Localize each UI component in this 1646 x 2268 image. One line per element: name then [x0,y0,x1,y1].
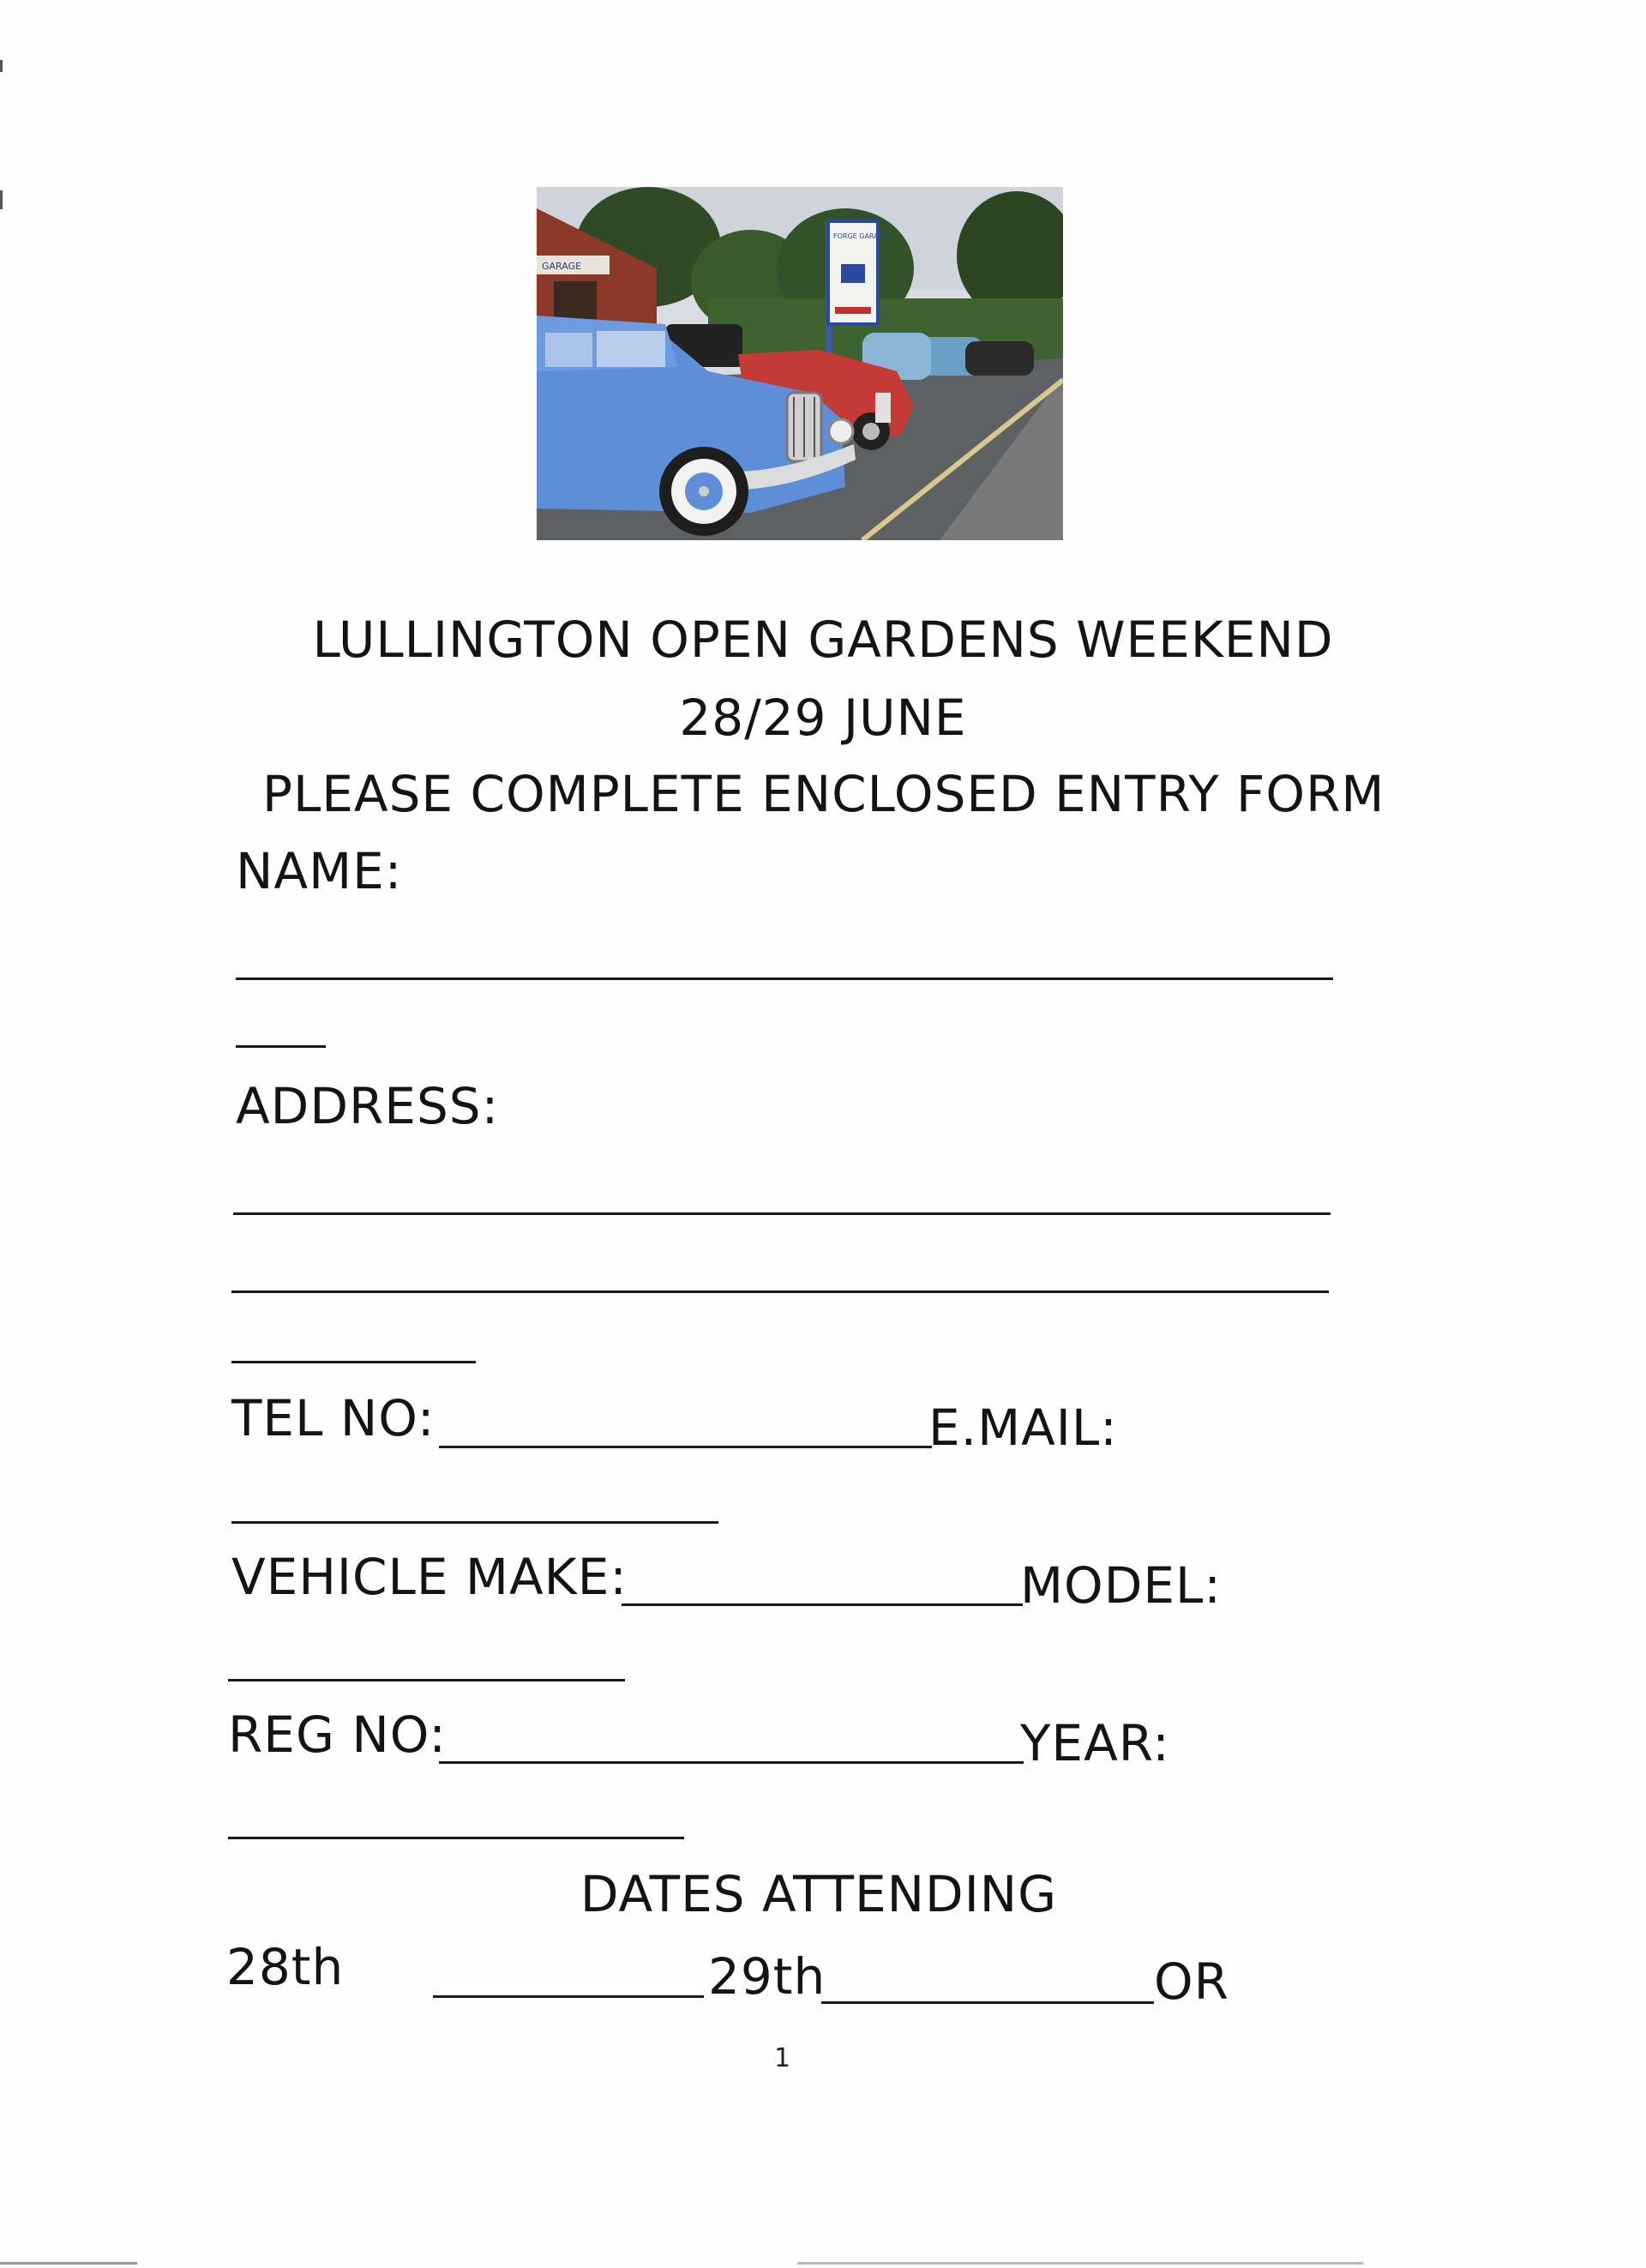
event-dates: 28/29 JUNE [679,689,967,747]
event-title: LULLINGTON OPEN GARDENS WEEKEND [312,611,1334,669]
vintage-cars-photo [537,187,1063,540]
building-sign-text: GARAGE [542,261,582,272]
form-instruction: PLEASE COMPLETE ENCLOSED ENTRY FORM [262,765,1385,823]
address-field-line-2[interactable] [231,1290,1329,1293]
dates-attending-heading: DATES ATTENDING [580,1865,1058,1923]
tel-field-line[interactable] [439,1446,932,1448]
reg-no-label: REG NO: [228,1706,447,1764]
scan-artifact [0,2262,137,2265]
date-29-field-line[interactable] [821,2001,1154,2004]
scan-artifact [0,60,3,72]
date-28-field-line[interactable] [433,1995,704,1998]
year-field-line[interactable] [228,1837,684,1839]
vehicle-make-label: VEHICLE MAKE: [231,1548,628,1606]
name-field-line-continued[interactable] [236,1045,326,1048]
scan-artifact [0,190,3,209]
date-29-label: 29th [708,1947,826,2006]
scan-artifact [797,2262,1363,2265]
garage-sign-text: FORGE GARAGE [833,232,888,240]
name-label: NAME: [236,842,403,900]
name-field-line[interactable] [236,978,1333,980]
year-label: YEAR: [1020,1714,1170,1772]
page-number: 1 [773,2043,791,2073]
tel-label: TEL NO: [231,1389,436,1447]
model-field-line[interactable] [228,1679,625,1681]
email-label: E.MAIL: [928,1399,1118,1457]
reg-no-field-line[interactable] [439,1761,1024,1764]
model-label: MODEL: [1020,1556,1222,1615]
email-field-line[interactable] [231,1521,718,1524]
or-label: OR [1154,1952,1229,2011]
address-label: ADDRESS: [236,1077,500,1135]
address-field-line-1[interactable] [233,1212,1331,1215]
date-28-label: 28th [226,1938,345,1996]
address-field-line-3[interactable] [231,1361,476,1363]
vehicle-make-field-line[interactable] [622,1603,1023,1606]
